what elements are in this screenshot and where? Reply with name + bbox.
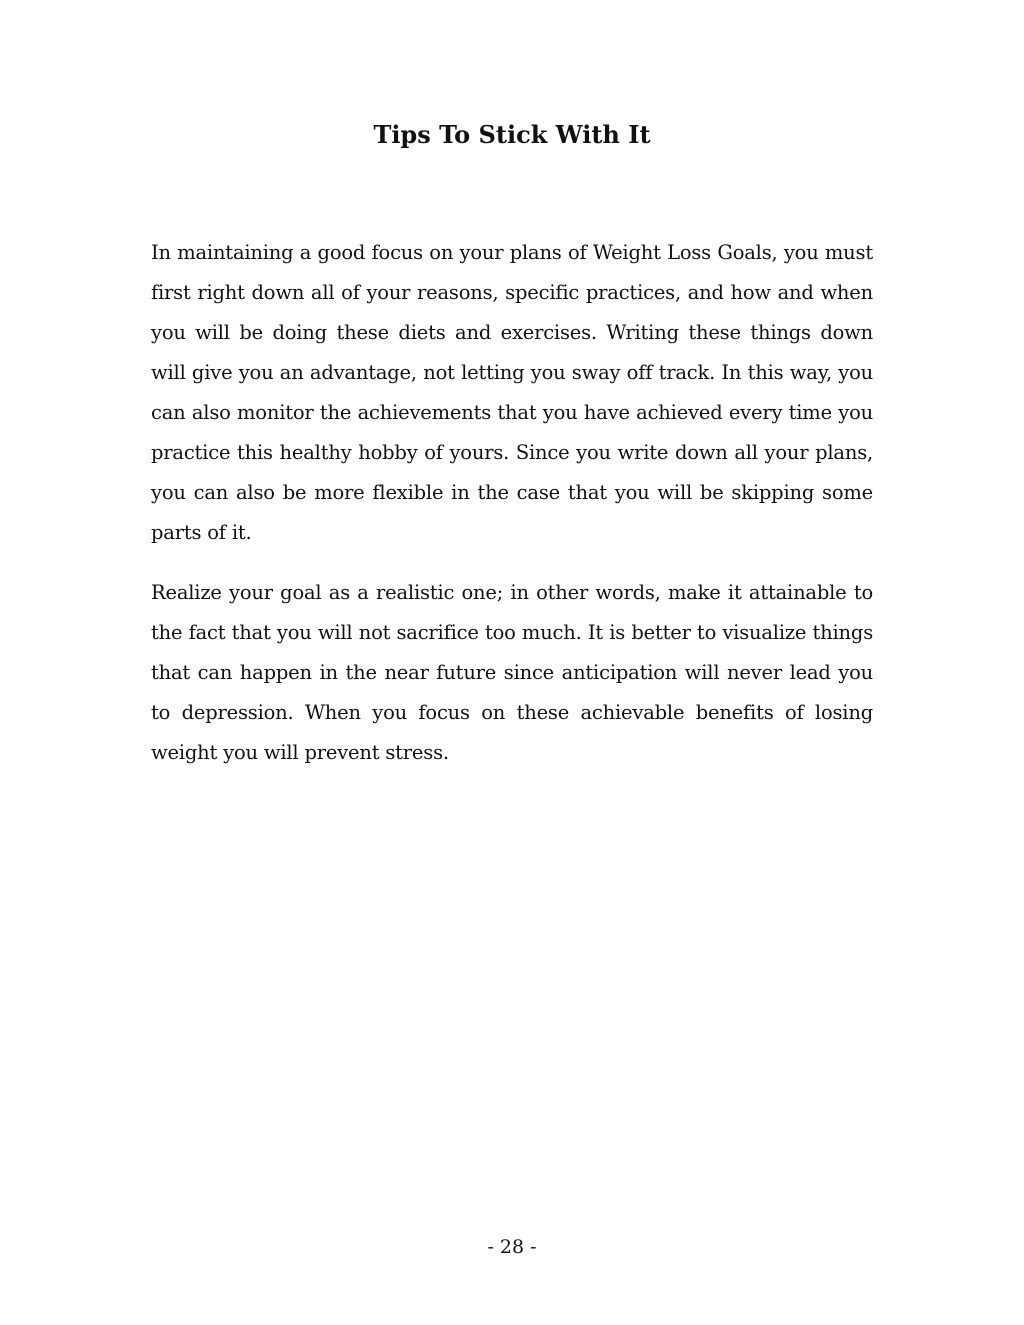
page-number: - 28 -	[487, 1236, 537, 1258]
body-paragraph-1: In maintaining a good focus on your plans of Weight Loss Goals, you must first right down all of your reasons, specific practices, and how and when you will be doing these diets and exercises. Writing these things down will give you an advantage, not letting you sway off track. In this way, you can also monitor the achievements that you have achieved every time you practice this healthy hobby of yours. Since you write down all your plans, you can also be more flexible in the case that you will be skipping some parts of it.	[151, 241, 873, 544]
page-title: Tips To Stick With It	[373, 120, 651, 149]
body-paragraph-2: Realize your goal as a realistic one; in other words, make it attainable to the fact that you will not sacrifice too much. It is better to visualize things that can happen in the near future since anticipation will never lead you to depression. When you focus on these achievable benefits of losing weight you will prevent stress.	[151, 581, 873, 764]
